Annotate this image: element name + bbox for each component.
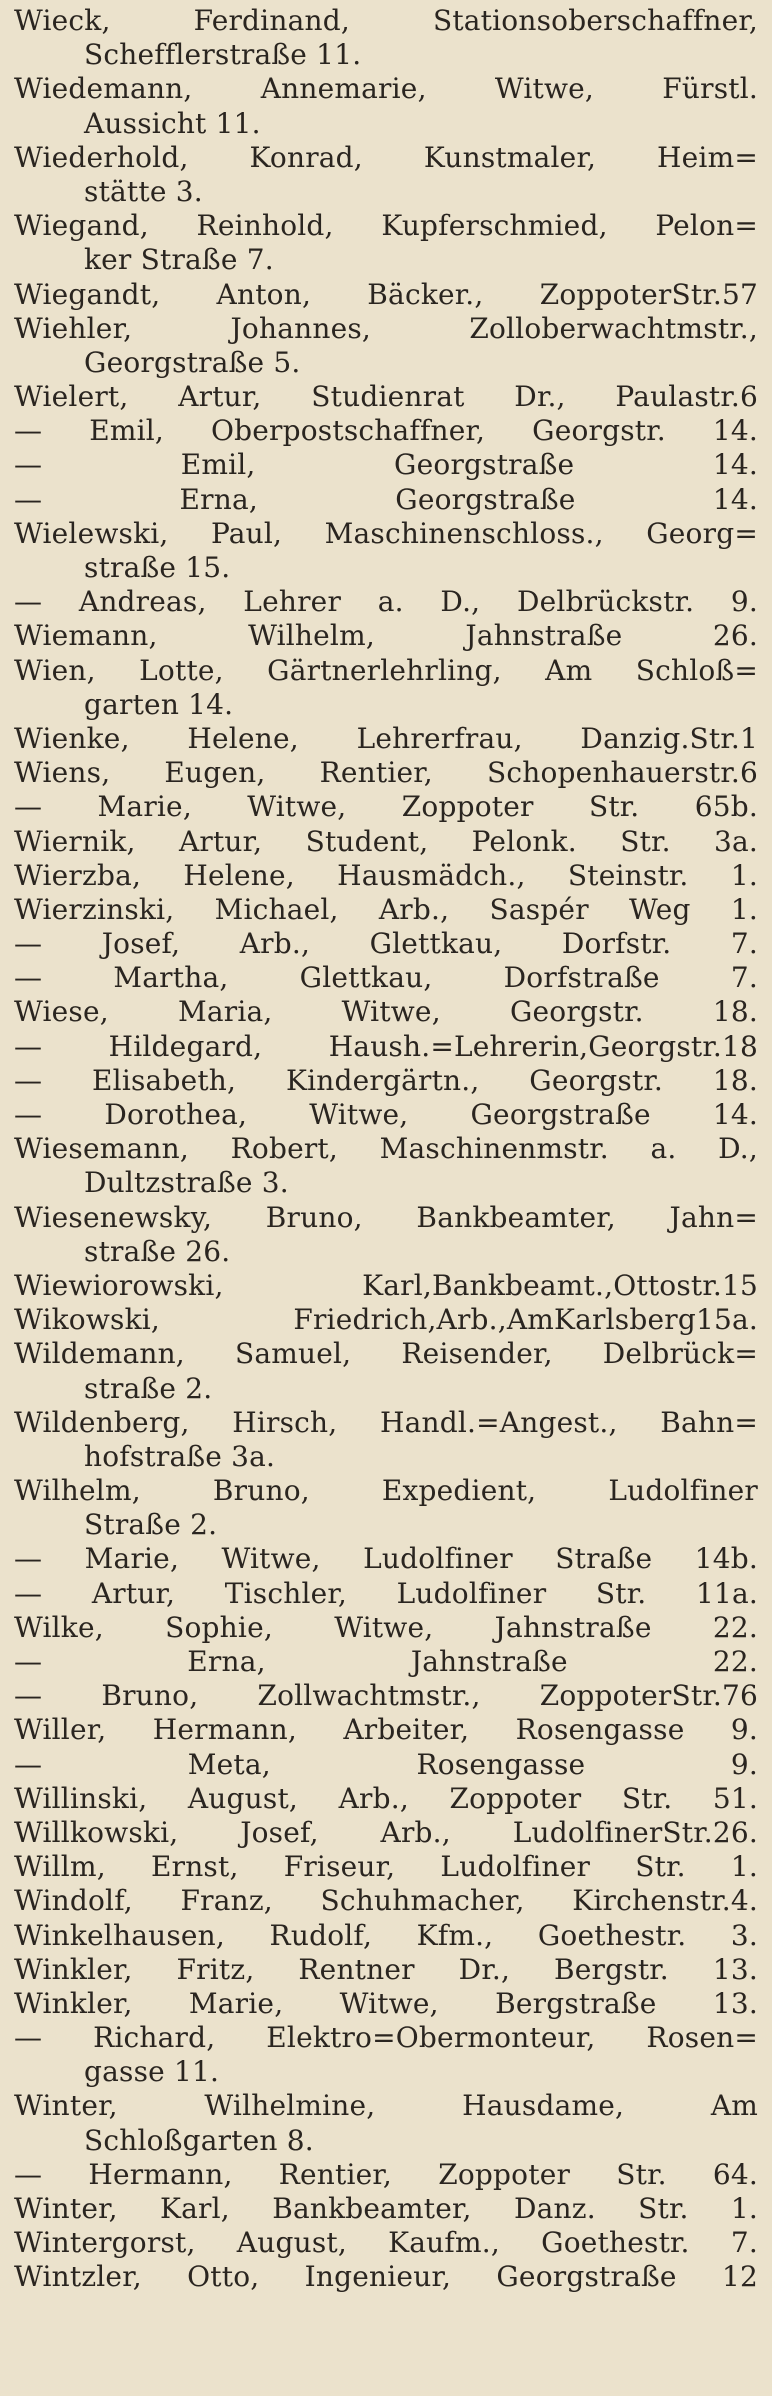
entry-continuation-line: Dultzstraße 3. <box>84 1166 289 1200</box>
directory-entry-line: Winkler, Marie, Witwe, Bergstraße 13. <box>14 1986 758 2020</box>
directory-entry-line: Wielewski, Paul, Maschinenschloss., Georg= <box>14 516 758 550</box>
directory-entry-line: — Dorothea, Witwe, Georgstraße 14. <box>14 1098 758 1131</box>
directory-entry-line: — Hermann, Rentier, Zoppoter Str. 64. <box>14 2157 758 2191</box>
directory-entry-line: Winkelhausen, Rudolf, Kfm., Goethestr. 3. <box>14 1918 758 1952</box>
directory-entry-line: Wiesemann, Robert, Maschinenmstr. a. D., <box>14 1132 758 1166</box>
directory-entry-line: — Meta, Rosengasse 9. <box>14 1747 758 1781</box>
directory-entry-line: Wien, Lotte, Gärtnerlehrling, Am Schloß= <box>14 653 758 687</box>
directory-entry-line: Willm, Ernst, Friseur, Ludolfiner Str. 1. <box>14 1850 758 1884</box>
entry-continuation-line: Straße 2. <box>84 1508 218 1542</box>
directory-entry-line: — Hildegard, Haush.=Lehrerin,Georgstr.18 <box>14 1029 758 1063</box>
directory-entry-line: — Andreas, Lehrer a. D., Delbrückstr. 9. <box>14 585 758 619</box>
entry-continuation-line: straße 2. <box>84 1371 213 1405</box>
entry-continuation-line: Georgstraße 5. <box>84 345 301 379</box>
entry-continuation-line: hofstraße 3a. <box>84 1439 276 1473</box>
entry-continuation-line: stätte 3. <box>84 174 203 208</box>
directory-entry-line: Winter, Karl, Bankbeamter, Danz. Str. 1. <box>14 2192 758 2225</box>
directory-entry-line: Wiese, Maria, Witwe, Georgstr. 18. <box>14 995 758 1029</box>
directory-entry-line: Willkowski, Josef, Arb., LudolfinerStr.26. <box>14 1815 758 1849</box>
directory-entry-line: — Martha, Glettkau, Dorfstraße 7. <box>14 961 758 995</box>
directory-entry-line: Wiewiorowski, Karl,Bankbeamt.,Ottostr.15 <box>14 1268 758 1302</box>
directory-entry-line: — Marie, Witwe, Zoppoter Str. 65b. <box>14 790 758 824</box>
directory-entry-line: Wiemann, Wilhelm, Jahnstraße 26. <box>14 619 758 653</box>
directory-entry-line: Wiedemann, Annemarie, Witwe, Fürstl. <box>14 72 758 106</box>
entry-continuation-line: Schloßgarten 8. <box>84 2123 314 2157</box>
entry-continuation-line: straße 15. <box>84 551 231 584</box>
directory-entry-line: Wierzba, Helene, Hausmädch., Steinstr. 1. <box>14 858 758 892</box>
directory-entry-line: Wiens, Eugen, Rentier, Schopenhauerstr.6 <box>14 756 758 790</box>
directory-entry-line: Wikowski, Friedrich,Arb.,AmKarlsberg15a. <box>14 1303 758 1337</box>
directory-entry-line: Wiederhold, Konrad, Kunstmaler, Heim= <box>14 140 758 174</box>
directory-entry-line: Wildemann, Samuel, Reisender, Delbrück= <box>14 1337 758 1371</box>
directory-entry-line: — Artur, Tischler, Ludolfiner Str. 11a. <box>14 1576 758 1610</box>
directory-entry-line: Wilhelm, Bruno, Expedient, Ludolfiner <box>14 1474 758 1508</box>
directory-entry-line: Willer, Hermann, Arbeiter, Rosengasse 9. <box>14 1713 758 1747</box>
directory-entry-line: Wiesenewsky, Bruno, Bankbeamter, Jahn= <box>14 1200 758 1234</box>
entry-continuation-line: ker Straße 7. <box>84 243 274 277</box>
directory-entry-line: — Marie, Witwe, Ludolfiner Straße 14b. <box>14 1542 758 1576</box>
entry-continuation-line: straße 26. <box>84 1234 231 1268</box>
directory-entry-line: Winter, Wilhelmine, Hausdame, Am <box>14 2089 758 2123</box>
directory-entry-line: Wienke, Helene, Lehrerfrau, Danzig.Str.1 <box>14 721 758 755</box>
directory-entry-line: — Elisabeth, Kindergärtn., Georgstr. 18. <box>14 1063 758 1097</box>
entry-continuation-line: Schefflerstraße 11. <box>84 38 362 72</box>
directory-entry-line: — Richard, Elektro=Obermonteur, Rosen= <box>14 2021 758 2055</box>
directory-entry-line: Wintzler, Otto, Ingenieur, Georgstraße 12 <box>14 2260 758 2294</box>
directory-entry-line: Wierzinski, Michael, Arb., Saspér Weg 1. <box>14 892 758 926</box>
entry-continuation-line: gasse 11. <box>84 2055 220 2089</box>
directory-entry-line: Wintergorst, August, Kaufm., Goethestr. 7. <box>14 2226 758 2260</box>
directory-entry-line: Wieck, Ferdinand, Stationsoberschaffner, <box>14 4 758 37</box>
directory-entry-line: Wilke, Sophie, Witwe, Jahnstraße 22. <box>14 1610 758 1644</box>
directory-entry-line: Wiernik, Artur, Student, Pelonk. Str. 3a. <box>14 824 758 858</box>
entry-continuation-line: garten 14. <box>84 687 234 721</box>
directory-entry-line: — Bruno, Zollwachtmstr., ZoppoterStr.76 <box>14 1679 758 1713</box>
entry-continuation-line: Aussicht 11. <box>84 106 261 140</box>
directory-entry-line: — Emil, Oberpostschaffner, Georgstr. 14. <box>14 414 758 448</box>
directory-entry-line: Windolf, Franz, Schuhmacher, Kirchenstr.4. <box>14 1884 758 1918</box>
directory-entry-line: Winkler, Fritz, Rentner Dr., Bergstr. 13. <box>14 1952 758 1986</box>
directory-entry-line: Wielert, Artur, Studienrat Dr., Paulastr.6 <box>14 380 758 414</box>
directory-entry-line: Wiegand, Reinhold, Kupferschmied, Pelon= <box>14 209 758 243</box>
directory-entry-line: — Emil, Georgstraße 14. <box>14 448 758 482</box>
directory-entry-line: Wiegandt, Anton, Bäcker., ZoppoterStr.57 <box>14 277 758 311</box>
directory-entry-line: Willinski, August, Arb., Zoppoter Str. 51. <box>14 1781 758 1815</box>
directory-entry-line: — Erna, Georgstraße 14. <box>14 482 758 516</box>
directory-entry-line: Wiehler, Johannes, Zolloberwachtmstr., <box>14 311 758 345</box>
directory-entry-line: — Erna, Jahnstraße 22. <box>14 1645 758 1678</box>
directory-entry-line: — Josef, Arb., Glettkau, Dorfstr. 7. <box>14 927 758 961</box>
directory-entry-line: Wildenberg, Hirsch, Handl.=Angest., Bahn= <box>14 1405 758 1439</box>
